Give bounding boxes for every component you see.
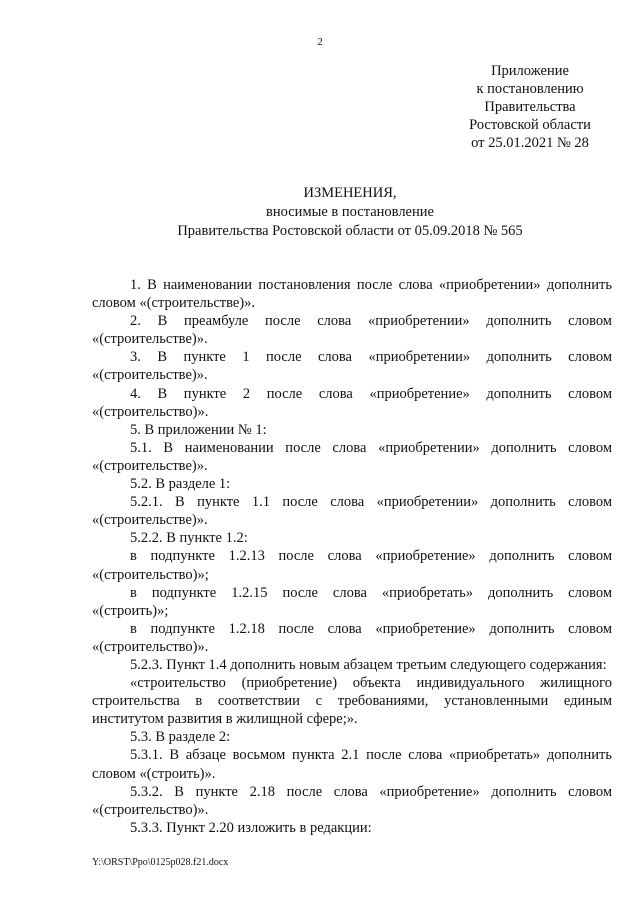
document-heading bbox=[60, 184, 640, 241]
paragraph: 5.1. В наименовании после слова «приобретении» дополнить словом «(строительстве)». bbox=[92, 439, 612, 474]
paragraph: 1. В наименовании постановления после слова «приобретении» дополнить словом «(строительстве)». bbox=[92, 277, 612, 312]
paragraph: 5.2.1. В пункте 1.1 после слова «приобретении» дополнить словом «(строительстве)». bbox=[92, 494, 612, 529]
paragraph: 5.3.3. Пункт 2.20 изложить в редакции: bbox=[130, 819, 372, 836]
heading-title: ИЗМЕНЕНИЯ, bbox=[303, 185, 397, 201]
page-number: 2 bbox=[317, 36, 323, 48]
heading-line: Правительства Ростовской области от 05.09.2018 № 565 bbox=[177, 223, 523, 239]
paragraph: «строительство (приобретение) объекта индивидуального жилищного строительства в соответствии с требованиями, установленными единым институтом развития в жилищной сфере;». bbox=[92, 675, 612, 728]
paragraph: 5.3. В разделе 2: bbox=[130, 729, 231, 746]
paragraph: 5.3.1. В абзаце восьмом пункта 2.1 после слова «приобретать» дополнить словом «(строить)». bbox=[92, 747, 612, 782]
paragraph: в подпункте 1.2.13 после слова «приобретение» дополнить словом «(строительство)»; bbox=[92, 548, 612, 583]
appendix-line: Приложение bbox=[491, 63, 569, 79]
paragraph: 4. В пункте 2 после слова «приобретение» дополнить словом «(строительство)». bbox=[92, 385, 612, 420]
paragraph: в подпункте 1.2.18 после слова «приобретение» дополнить словом «(строительство)». bbox=[92, 620, 612, 655]
appendix-line: от 25.01.2021 № 28 bbox=[471, 135, 589, 151]
paragraph: 3. В пункте 1 после слова «приобретении» дополнить словом «(строительстве)». bbox=[92, 349, 612, 384]
appendix-line: Правительства bbox=[484, 99, 576, 115]
paragraph: 2. В преамбуле после слова «приобретении» дополнить словом «(строительстве)». bbox=[92, 313, 612, 348]
paragraph: 5. В приложении № 1: bbox=[130, 421, 267, 438]
heading-line: вносимые в постановление bbox=[266, 204, 434, 220]
paragraph: 5.3.2. В пункте 2.18 после слова «приобретение» дополнить словом «(строительство)». bbox=[92, 783, 612, 818]
appendix-line: к постановлению bbox=[476, 81, 584, 97]
appendix-block bbox=[430, 62, 630, 152]
paragraph: 5.2.2. В пункте 1.2: bbox=[130, 530, 248, 547]
document-body bbox=[92, 276, 612, 837]
appendix-line: Ростовской области bbox=[469, 117, 591, 133]
paragraph: 5.2. В разделе 1: bbox=[130, 476, 231, 493]
file-path-footer: Y:\ORST\Ppo\0125p028.f21.docx bbox=[92, 857, 229, 868]
paragraph: в подпункте 1.2.15 после слова «приобретать» дополнить словом «(строить)»; bbox=[92, 584, 612, 619]
paragraph: 5.2.3. Пункт 1.4 дополнить новым абзацем третьим следующего содержания: bbox=[130, 656, 607, 673]
